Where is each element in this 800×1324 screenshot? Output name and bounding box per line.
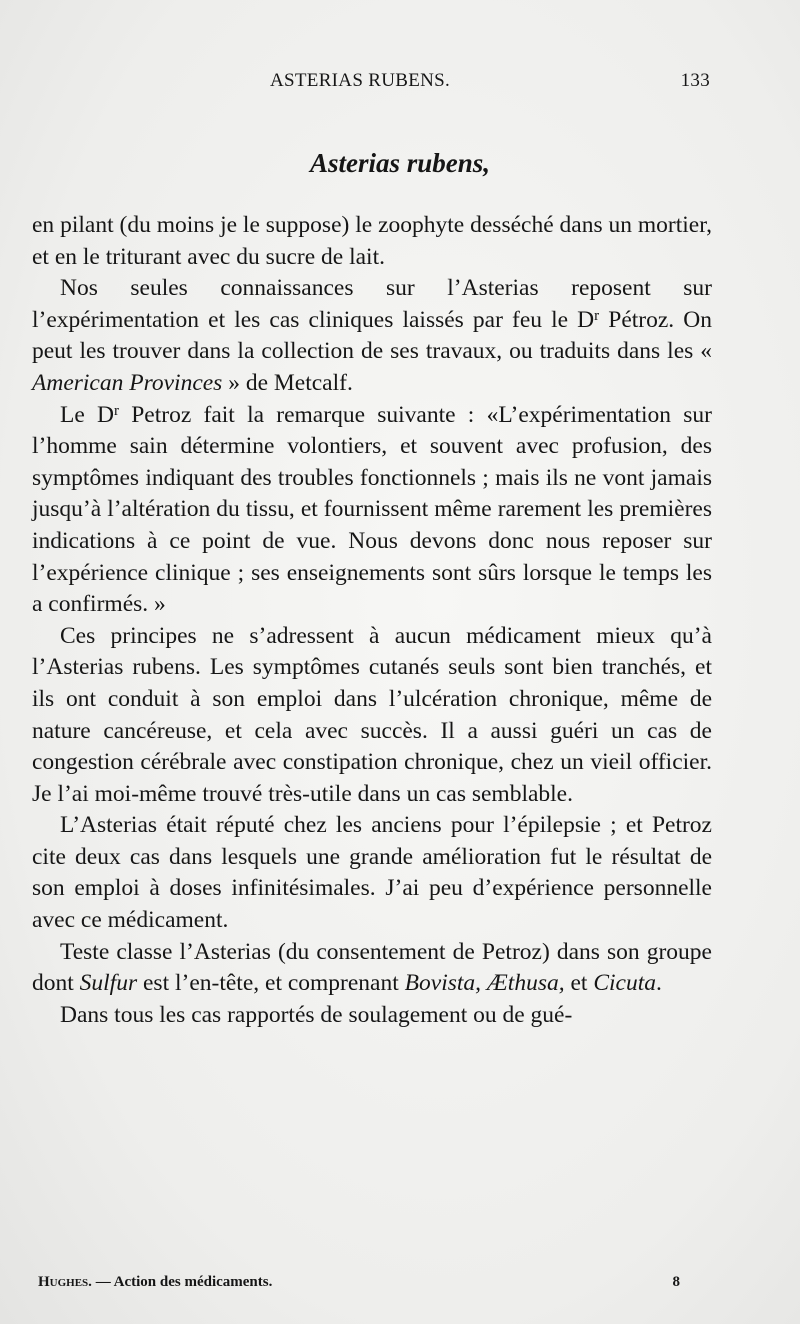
paragraph (32, 400, 712, 621)
running-title: ASTERIAS RUBENS. (270, 70, 451, 91)
section-title: Asterias rubens, (309, 148, 491, 178)
paragraph (32, 273, 712, 399)
page-footer (38, 1274, 680, 1291)
paragraph (32, 210, 712, 273)
text-run: Nos seules connaissances sur l’Asterias reposent sur l’expérimentation et les cas cliniques laissés par feu le D (32, 275, 712, 333)
text-run: Pétroz. On peut les trouver dans la collection de ses travaux, ou traduits dans les « (32, 306, 712, 365)
paragraph (32, 810, 712, 936)
italic-text: American Provinces (32, 369, 223, 396)
text-run: L’Asterias était réputé chez les anciens pour l’épilepsie ; et Petroz cite deux cas dans lesquels une grande amélioration fut le résultat de son emploi à doses infinitésimales. J’ai peu d’expérience personnelle avec ce médicament. (32, 812, 712, 934)
italic-text: Bovista, Æthusa, (404, 970, 565, 997)
signature-mark: 8 (672, 1274, 680, 1290)
superscript: r (594, 307, 600, 324)
text-run: Dans tous les cas rapportés de soulagement ou de gué- (60, 1001, 573, 1028)
text-run: en pilant (du moins je le suppose) le zoophyte desséché dans un mortier, et en le triturant avec du sucre de lait. (32, 212, 712, 270)
italic-text: Sulfur (79, 970, 138, 997)
text-run: et (564, 970, 594, 997)
footer-title: — Action des médicaments. (91, 1274, 273, 1290)
superscript: r (114, 402, 119, 419)
paragraph (32, 1000, 712, 1032)
footer-author: Hughes. (38, 1274, 92, 1290)
text-run: Teste classe l’Asterias (du consentement de Petroz) dans son groupe dont (32, 938, 712, 997)
italic-text: Cicuta (593, 970, 656, 997)
text-run: » de Metcalf. (222, 369, 353, 396)
text-run: . (655, 970, 662, 997)
page-number: 133 (680, 70, 710, 91)
paragraph (32, 937, 712, 1000)
text-run: est l’en-tête, et comprenant (137, 970, 405, 997)
text-run: Ces principes ne s’adressent à aucun médicament mieux qu’à l’Asterias rubens. Les symptômes cutanés seuls sont bien tranchés, et ils ont conduit à son emploi dans l’ulcération chronique, même de nature cancéreuse, et cela avec succès. Il a aussi guéri un cas de congestion cérébrale avec constipation chronique, chez un vieil officier. Je l’ai moi-même trouvé très-utile dans un cas semblable. (32, 622, 712, 807)
body-text (32, 210, 712, 1031)
text-run: Le D (60, 401, 114, 428)
text-run: Petroz fait la remarque suivante : «L’expérimentation sur l’homme sain détermine volontiers, et souvent avec profusion, des symptômes indiquant des troubles fonctionnels ; mais ils ne vont jamais jusqu’à l’altération du tissu, et fournissent même rarement les premières indications à ce point de vue. Nous devons donc nous reposer sur l’expérience clinique ; ses enseignements sont sûrs lorsque le temps les a confirmés. » (32, 401, 712, 618)
paragraph (32, 621, 712, 811)
